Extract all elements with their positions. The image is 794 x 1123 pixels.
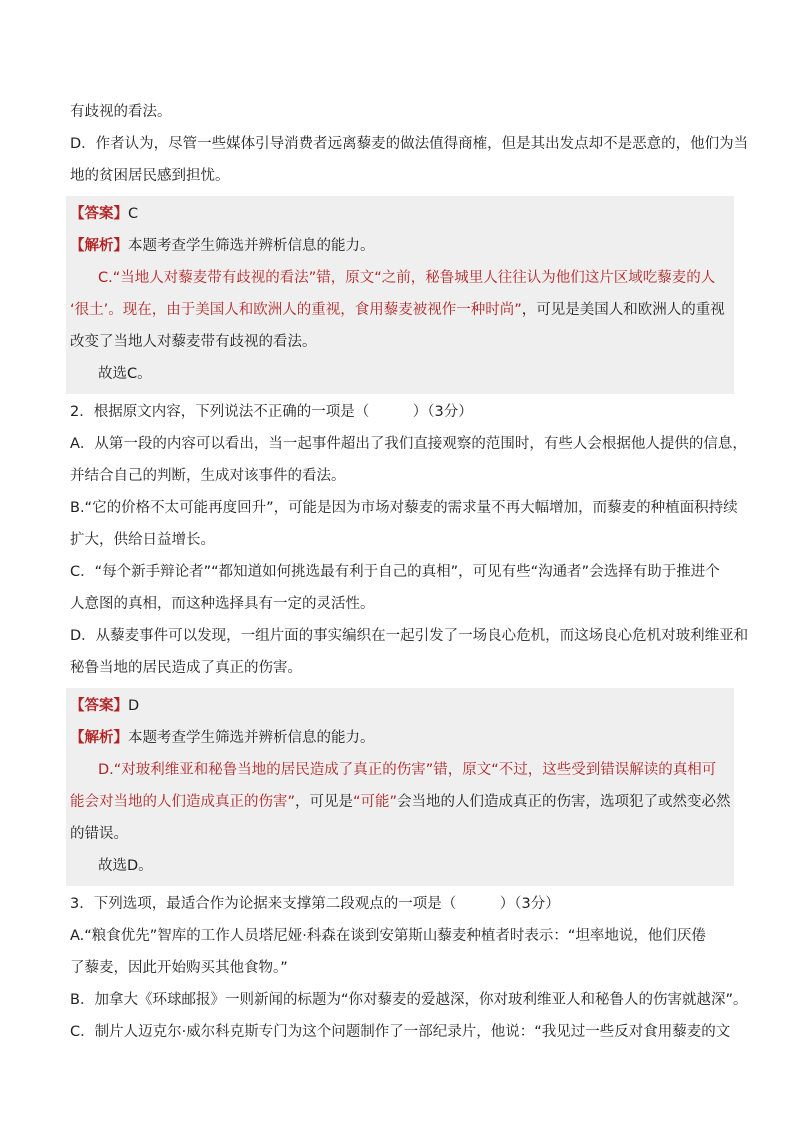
- q2-answer-line: [66, 690, 734, 722]
- q2-answer-box: [66, 688, 734, 886]
- prev-text-line: 有歧视的看法。: [70, 104, 172, 120]
- prev-option-d-line2: 地的贫困居民感到担忧。: [70, 168, 230, 184]
- q2-detail-mid: ，可见是: [295, 794, 354, 810]
- q2-detail-line2: [66, 786, 734, 818]
- q2-detail-tail: 会当地的人们造成真正的伤害，选项犯了或然变必然: [397, 794, 731, 810]
- q3-stem: 3．下列选项，最适合作为论据来支撑第二段观点的一项是（ ）（3分）: [70, 896, 560, 912]
- prev-option-d-line1: D．作者认为，尽管一些媒体引导消费者远离藜麦的做法值得商榷，但是其出发点却不是恶意的，他们为当: [70, 136, 749, 152]
- q2-option-a-line1: A．从第一段的内容可以看出，当一起事件超出了我们直接观察的范围时，有些人会根据他人提供的信息，: [70, 436, 747, 452]
- q2-option-d-line1: D．从藜麦事件可以发现，一组片面的事实编织在一起引发了一场良心危机，而这场良心危机对玻利维亚和: [70, 628, 749, 644]
- q2-detail-quote: 能会对当地的人们造成真正的伤害”: [70, 794, 296, 810]
- q3-option-a-line1: A.“粮食优先”智库的工作人员塔尼娅·科森在谈到安第斯山藜麦种植者时表示：“坦率地说，他们厌倦: [70, 928, 706, 944]
- q1-answer-line: [66, 198, 734, 230]
- q2-option-c-line1: C．“每个新手辩论者”“都知道如何挑选最有利于自己的真相”，可见有些“沟通者”会选择有助于推进个: [70, 564, 720, 580]
- q1-detail-line1: C.“当地人对藜麦带有歧视的看法”错，原文“之前，秘鲁城里人往往认为他们这片区域吃藜麦的人: [98, 270, 716, 286]
- q2-detail-line3: 的错误。: [70, 826, 128, 842]
- q3-option-a-line2: 了藜麦，因此开始购买其他食物。”: [70, 960, 288, 976]
- q2-detail-line1: D.“对玻利维亚和秘鲁当地的居民造成了真正的伤害”错，原文“不过，这些受到错误解读的真相可: [98, 762, 717, 778]
- q2-option-d-line2: 秘鲁当地的居民造成了真正的伤害。: [70, 660, 302, 676]
- q1-detail-quote: ‘很土’。现在，由于美国人和欧洲人的重视，食用藜麦被视作一种时尚”: [70, 302, 522, 318]
- q1-answer-box: [66, 196, 734, 394]
- q3-option-b-line1: B．加拿大《环球邮报》一则新闻的标题为“你对藜麦的爱越深，你对玻利维亚人和秘鲁人的伤害就越深”。: [70, 992, 748, 1008]
- q2-stem: 2．根据原文内容，下列说法不正确的一项是（ ）（3分）: [70, 404, 473, 420]
- q2-option-b-line1: B.“它的价格不太可能再度回升”，可能是因为市场对藜麦的需求量不再大幅增加，而藜麦的种植面积持续: [70, 500, 738, 516]
- q2-option-c-line2: 人意图的真相，而这种选择具有一定的灵活性。: [70, 596, 375, 612]
- answer-value: D: [128, 698, 140, 714]
- answer-value: C: [128, 206, 139, 222]
- answer-tag: 【答案】: [70, 206, 128, 222]
- analysis-tag: 【解析】: [70, 730, 128, 746]
- analysis-tag: 【解析】: [70, 238, 128, 254]
- analysis-text: 本题考查学生筛选并辨析信息的能力。: [128, 730, 375, 746]
- q1-conclusion: 故选C。: [98, 366, 152, 382]
- q2-analysis-line: [66, 722, 734, 754]
- q1-detail-tail: ，可见是美国人和欧洲人的重视: [521, 302, 725, 318]
- q2-conclusion: 故选D。: [98, 858, 153, 874]
- answer-tag: 【答案】: [70, 698, 128, 714]
- q1-detail-line3: 改变了当地人对藜麦带有歧视的看法。: [70, 334, 317, 350]
- q2-detail-highlight: “可能”: [353, 794, 398, 810]
- analysis-text: 本题考查学生筛选并辨析信息的能力。: [128, 238, 375, 254]
- q3-option-c-line1: C．制片人迈克尔·威尔科克斯专门为这个问题制作了一部纪录片，他说：“我见过一些反对食用藜麦的文: [70, 1024, 731, 1040]
- q1-analysis-line: [66, 230, 734, 262]
- q1-detail-line2: [66, 294, 734, 326]
- q2-option-a-line2: 并结合自己的判断，生成对该事件的看法。: [70, 468, 346, 484]
- q2-option-b-line2: 扩大，供给日益增长。: [70, 532, 215, 548]
- document-page: [70, 0, 749, 1048]
